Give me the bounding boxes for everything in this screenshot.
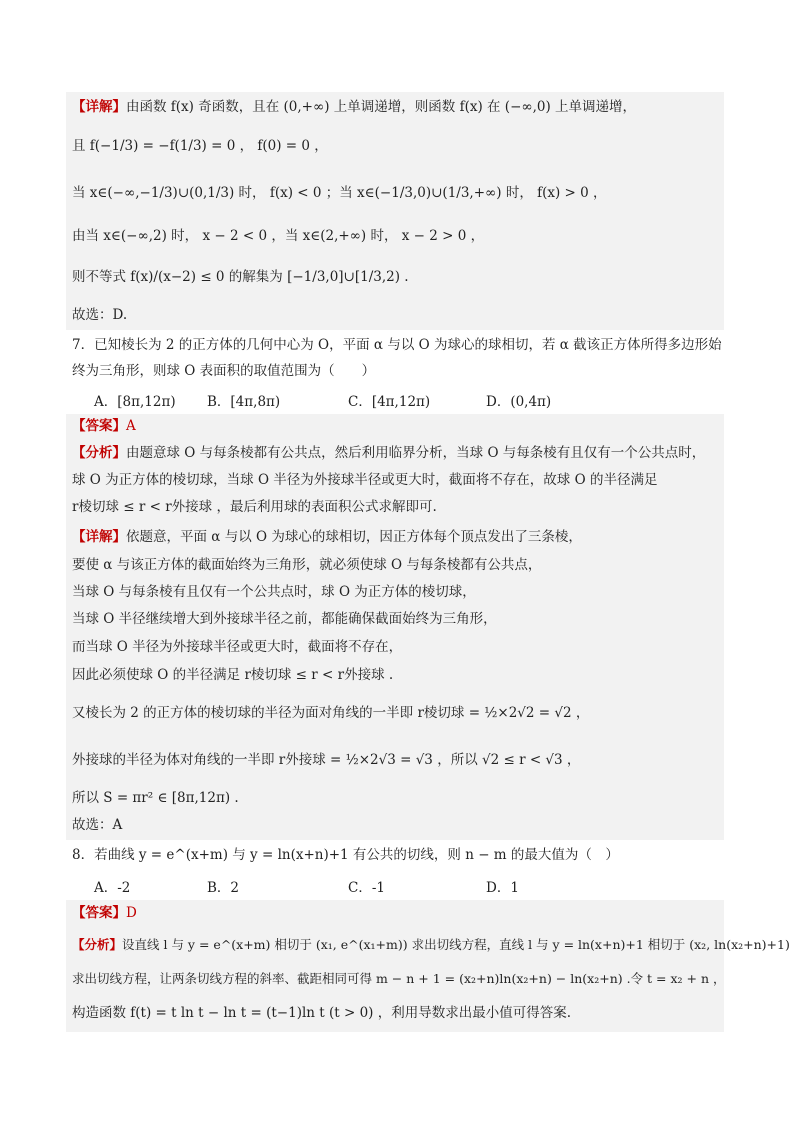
detail6-block [66,92,724,330]
q8-stem: 8．若曲线 y = e^(x+m) 与 y = ln(x+n)+1 有公共的切线，则 n − m 的最大值为（ ） [72,847,619,863]
detail6-line-1: 【详解】由函数 f(x) 奇函数，且在 (0,+∞) 上单调递增，则函数 f(x) 在 (−∞,0) 上单调递增， [72,99,637,115]
q7-detail-line-10: 故选：A [72,817,123,833]
detail6-line-2: 且 f(−1/3) = −f(1/3) = 0 ， f(0) = 0 ， [72,138,328,154]
q8-option-d: D．1 [486,880,519,896]
q7-detail-line-6: 因此必须使球 O 的半径满足 r棱切球 ≤ r < r外接球 . [72,667,394,683]
q7-detail-line-2: 要使 α 与该正方体的截面始终为三角形，就必须使球 O 与每条棱都有公共点， [72,557,542,573]
q7-option-c: C．[4π,12π) [348,394,431,410]
q7-analysis-line-2: 球 O 为正方体的棱切球，当球 O 半径为外接球半径或更大时，截面将不存在，故球 O 的半径满足 [72,472,658,488]
q8-answer: 【答案】D [72,905,137,921]
q7-detail-line-9: 所以 S = πr² ∈ [8π,12π) . [72,790,239,806]
q7-detail-line-3: 当球 O 与每条棱有且仅有一个公共点时，球 O 为正方体的棱切球， [72,584,476,600]
q7-detail-line-5: 而当球 O 半径为外接球半径或更大时，截面将不存在， [72,639,403,655]
q7-detail-line-1: 【详解】依题意，平面 α 与以 O 为球心的球相切，因正方体每个顶点发出了三条棱， [72,529,582,545]
detail6-line-4: 由当 x∈(−∞,2) 时， x − 2 < 0 ，当 x∈(2,+∞) 时， x − 2 > 0 ， [72,228,485,244]
detail6-line-5: 则不等式 f(x)/(x−2) ≤ 0 的解集为 [−1/3,0]∪[1/3,2) . [72,269,409,285]
q7-stem-line-2: 终为三角形，则球 O 表面积的取值范围为（ ） [72,363,376,379]
q7-detail-line-7: 又棱长为 2 的正方体的棱切球的半径为面对角线的一半即 r棱切球 = ½×2√2 = √2 ， [72,705,590,721]
q7-option-a: A．[8π,12π) [94,394,176,410]
q7-detail-line-8: 外接球的半径为体对角线的一半即 r外接球 = ½×2√3 = √3 ，所以 √2 ≤ r < √3 ， [72,752,581,768]
q8-analysis-line-1: 【分析】设直线 l 与 y = e^(x+m) 相切于 (x₁, e^(x₁+m)) 求出切线方程，直线 l 与 y = ln(x+n)+1 相切于 (x₂, ln(x₂+n)+1) [72,937,790,952]
q7-analysis-line-1: 【分析】由题意球 O 与每条棱都有公共点，然后利用临界分析，当球 O 与每条棱有且仅有一个公共点时， [72,445,706,461]
q7-analysis-line-3: r棱切球 ≤ r < r外接球 ，最后利用球的表面积公式求解即可. [72,499,437,515]
q8-option-c: C．-1 [348,880,385,896]
q7-detail-line-4: 当球 O 半径继续增大到外接球半径之前，都能确保截面始终为三角形， [72,611,497,627]
q7-option-b: B．[4π,8π) [207,394,281,410]
detail6-line-6: 故选：D. [72,307,128,323]
q7-stem-line-1: 7．已知棱长为 2 的正方体的几何中心为 O，平面 α 与以 O 为球心的球相切，若 α 截该正方体所得多边形始 [72,337,722,353]
detail6-line-3: 当 x∈(−∞,−1/3)∪(0,1/3) 时， f(x) < 0 ；当 x∈(−1/3,0)∪(1/3,+∞) 时， f(x) > 0 ， [72,185,607,201]
q8-option-b: B．2 [207,880,240,896]
q7-answer: 【答案】A [72,418,136,434]
q8-option-a: A．-2 [94,880,131,896]
q8-analysis-line-3: 构造函数 f(t) = t ln t − ln t = (t−1)ln t (t > 0) ，利用导数求出最小值可得答案. [72,1005,572,1021]
q7-option-d: D．(0,4π) [486,394,552,410]
q8-analysis-line-2: 求出切线方程，让两条切线方程的斜率、截距相同可得 m − n + 1 = (x₂+n)ln(x₂+n) − ln(x₂+n) .令 t = x₂ + n ， [72,971,726,986]
